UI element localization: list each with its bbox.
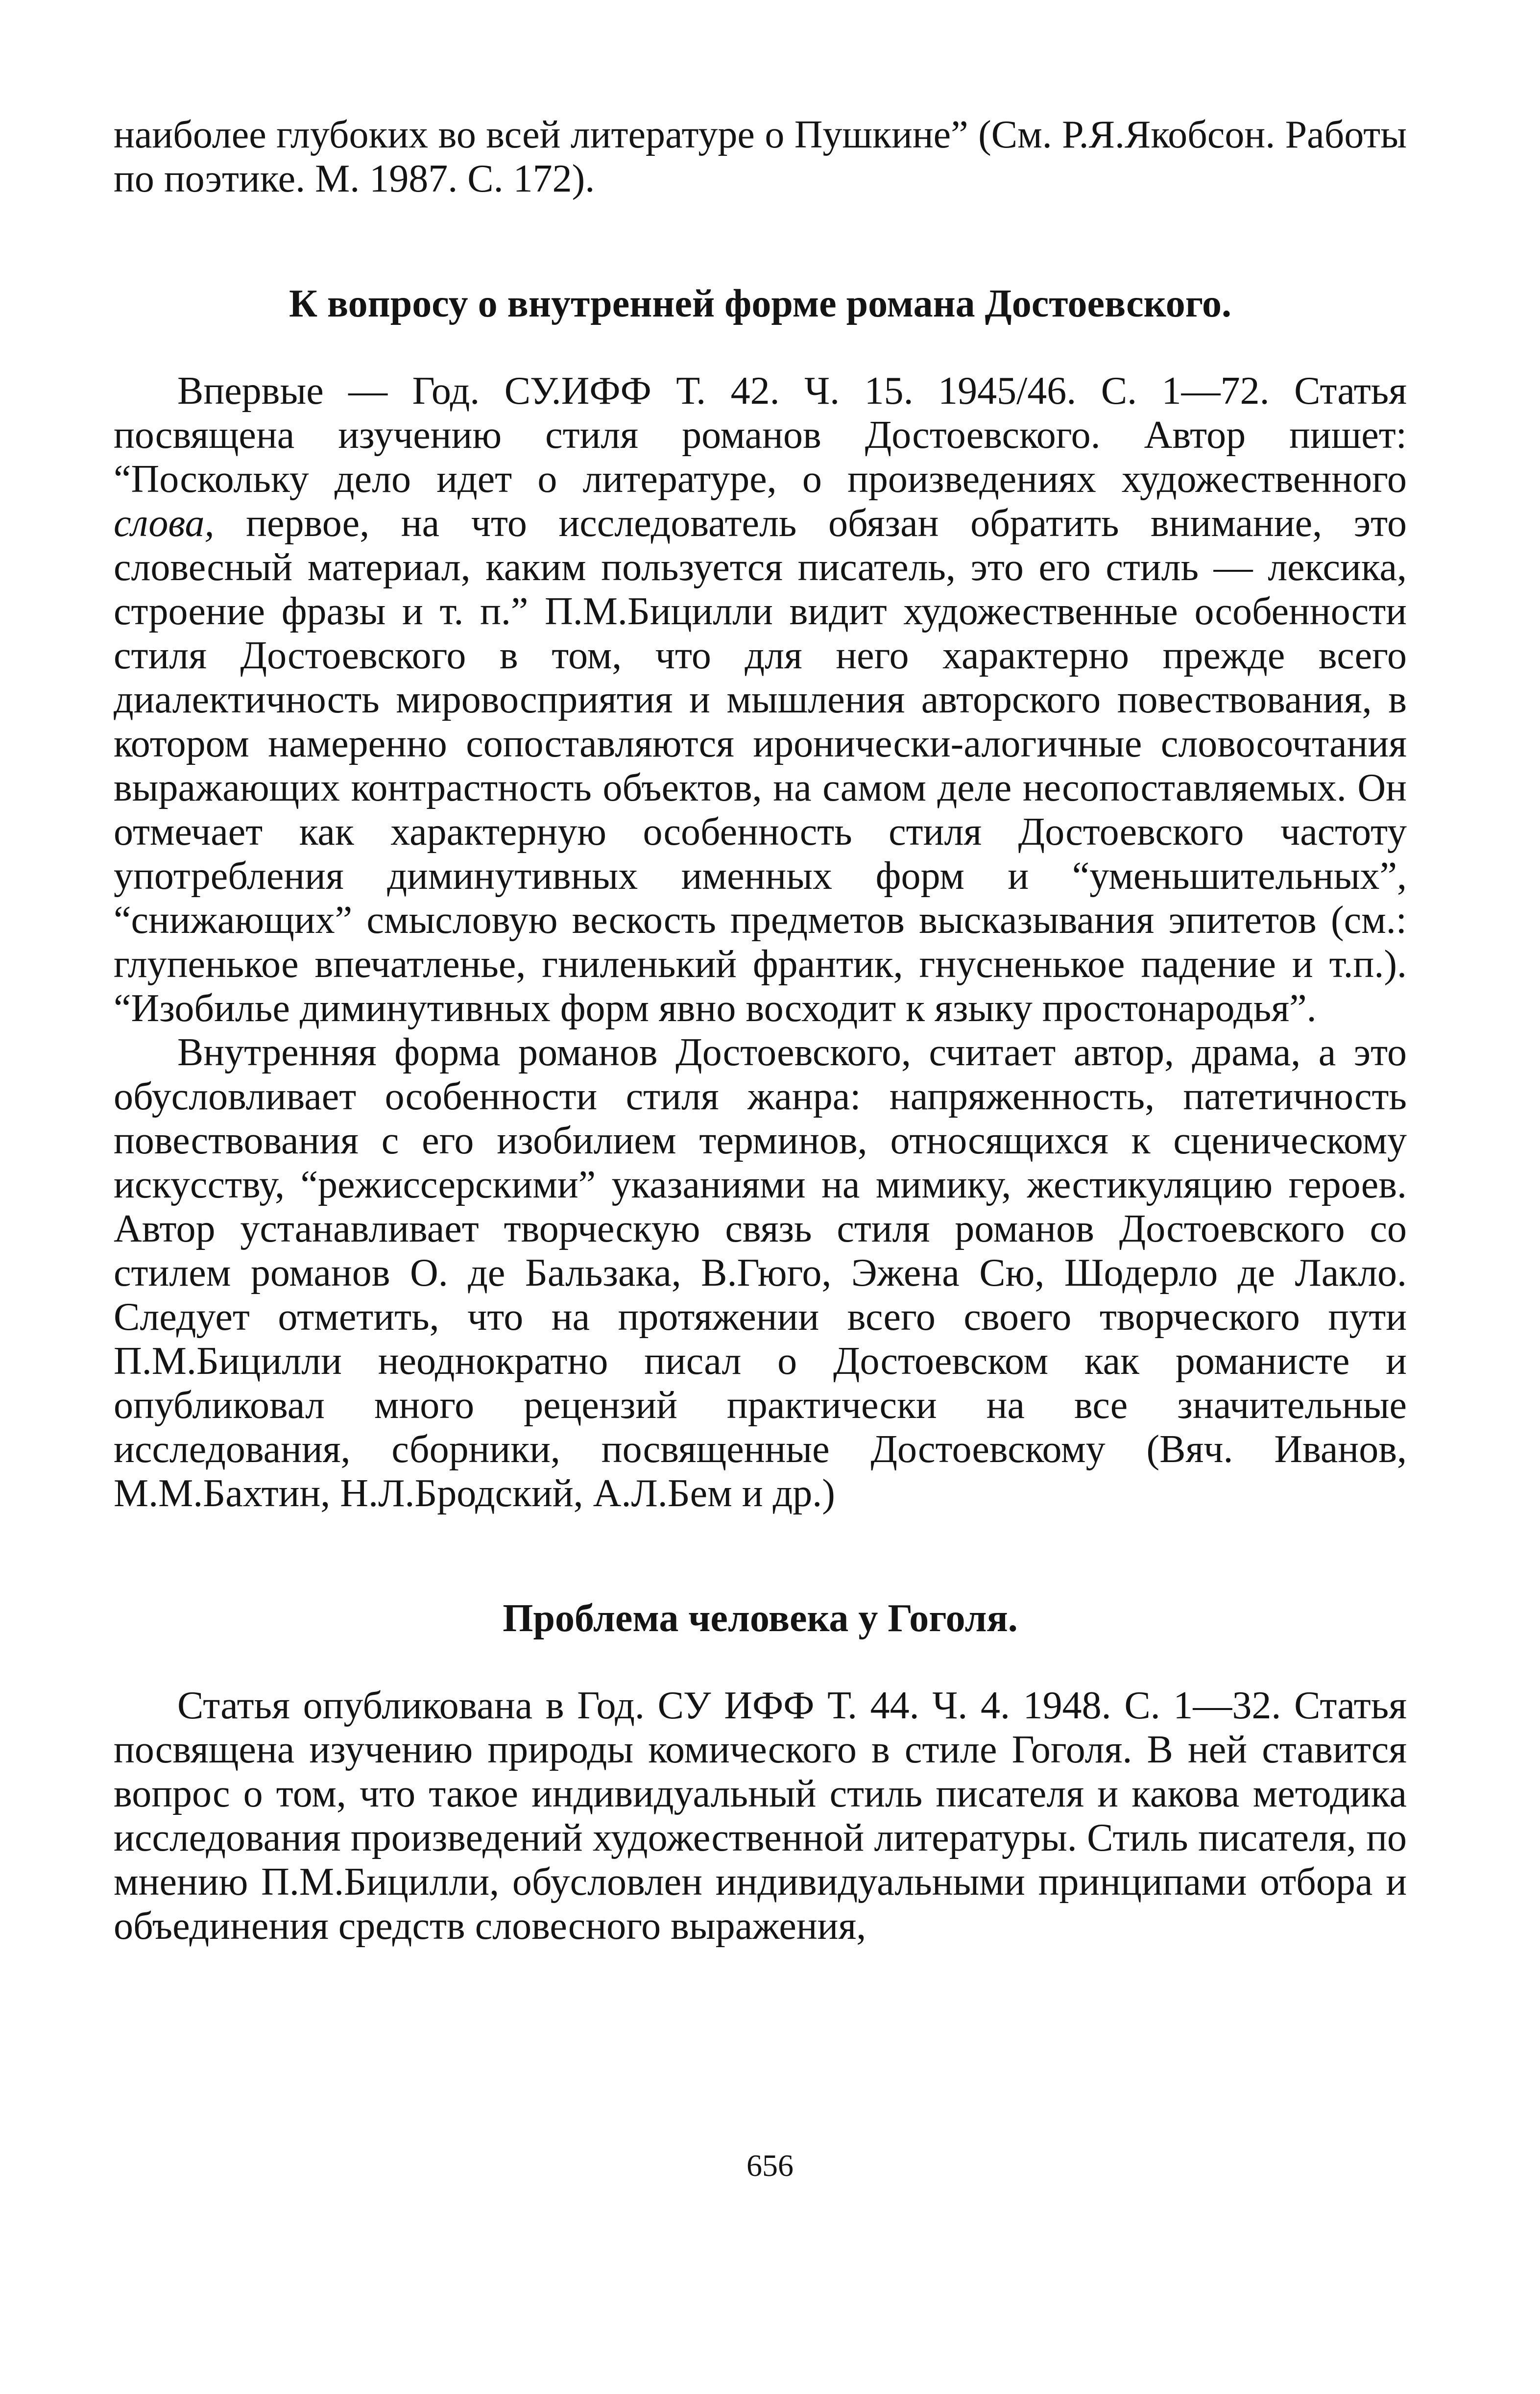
- section1-paragraph-1-text-a: Впервые — Год. СУ.ИФФ Т. 42. Ч. 15. 1945/46. С. 1—72. Статья посвящена изучению стиля романов Достоевского. Автор пишет: “Поскольку дело идет о литературе, о произведениях художественного: [114, 369, 1407, 501]
- section1-paragraph-1-italic: слова,: [114, 502, 215, 545]
- section1-paragraph-1: [114, 369, 1407, 1030]
- page-body: [114, 113, 1407, 1948]
- section-heading-gogol: Проблема человека у Гоголя.: [503, 1597, 1018, 1640]
- section1-paragraph-1-text-b: первое, на что исследователь обязан обратить внимание, это словесный материал, каким пользуется писатель, это его стиль — лексика, строение фразы и т. п.” П.М.Бицилли видит художественные особенности стиля Достоевского в том, что для него характерно прежде всего диалектичность мировосприятия и мышления авторского повествования, в котором намеренно сопоставляются иронически-алогичные словосочтания выражающих контрастность объектов, на самом деле несопоставляемых. Он отмечает как характерную особенность стиля Достоевского частоту употребления диминутивных именных форм и “уменьшительных”, “снижающих” смысловую вескость предметов высказывания эпитетов (см.: глупенькое впечатленье, гниленький франтик, гнусненькое падение и т.п.). “Изобилье диминутивных форм явно восходит к языку простонародья”.: [114, 502, 1407, 1030]
- carryover-paragraph: наиболее глубоких во всей литературе о Пушкине” (См. Р.Я.Якобсон. Работы по поэтике. М. 1987. С. 172).: [114, 113, 1407, 200]
- section-heading-dostoevsky: К вопросу о внутренней форме романа Достоевского.: [289, 282, 1232, 325]
- section2-paragraph-1: Статья опубликована в Год. СУ ИФФ Т. 44. Ч. 4. 1948. С. 1—32. Статья посвящена изучению природы комического в стиле Гоголя. В ней ставится вопрос о том, что такое индивидуальный стиль писателя и какова методика исследования произведений художественной литературы. Стиль писателя, по мнению П.М.Бицилли, обусловлен индивидуальными принципами отбора и объединения средств словесного выражения,: [114, 1684, 1407, 1948]
- page-number: 656: [746, 2148, 794, 2183]
- section1-paragraph-2: Внутренняя форма романов Достоевского, считает автор, драма, а это обусловливает особенности стиля жанра: напряженность, патетичность повествования с его изобилием терминов, относящихся к сценическому искусству, “режиссерскими” указаниями на мимику, жестикуляцию героев. Автор устанавливает творческую связь стиля романов Достоевского со стилем романов О. де Бальзака, В.Гюго, Эжена Сю, Шодерло де Лакло. Следует отметить, что на протяжении всего своего творческого пути П.М.Бицилли неоднократно писал о Достоевском как романисте и опубликовал много рецензий практически на все значительные исследования, сборники, посвященные Достоевскому (Вяч. Иванов, М.М.Бахтин, Н.Л.Бродский, А.Л.Бем и др.): [114, 1031, 1407, 1515]
